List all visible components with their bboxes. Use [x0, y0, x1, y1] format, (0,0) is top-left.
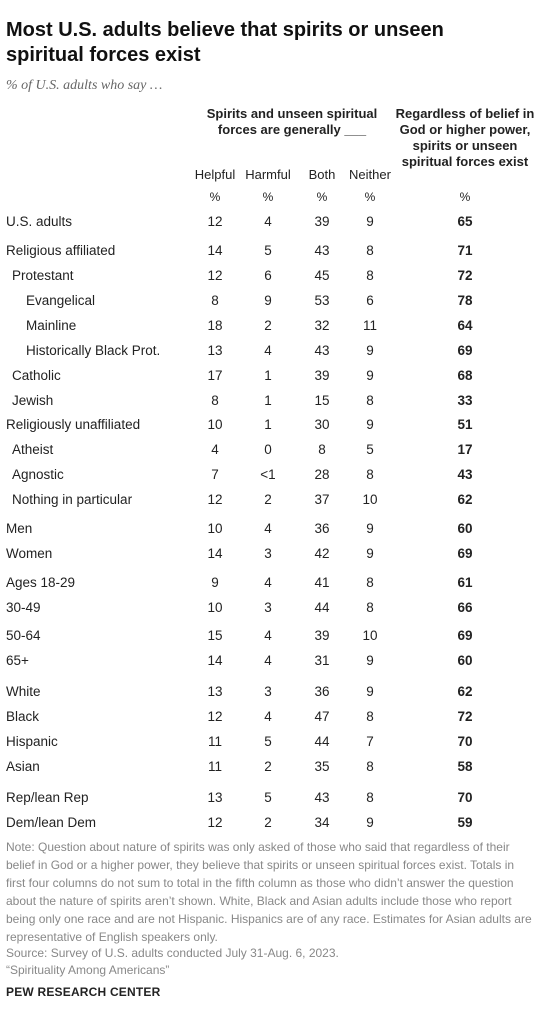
- cell-both: 39: [314, 368, 330, 383]
- percent-label: %: [364, 190, 376, 204]
- cell-harmful: 4: [264, 709, 272, 724]
- cell-both: 39: [314, 628, 330, 643]
- cell-neither: 9: [366, 343, 374, 358]
- cell-both: 53: [314, 293, 330, 308]
- cell-neither: 8: [366, 575, 374, 590]
- cell-both: 28: [314, 467, 330, 482]
- cell-harmful: 1: [264, 368, 272, 383]
- cell-both: 15: [314, 393, 330, 408]
- cell-harmful: 9: [264, 293, 272, 308]
- row-label: 50-64: [6, 628, 41, 643]
- percent-label: %: [262, 190, 274, 204]
- cell-neither: 9: [366, 368, 374, 383]
- cell-both: 37: [314, 492, 330, 507]
- cell-helpful: 13: [207, 790, 223, 805]
- cell-neither: 8: [366, 790, 374, 805]
- group-header: Spirits and unseen spiritual forces are generally ___: [206, 106, 378, 137]
- report-title: “Spirituality Among Americans”: [6, 963, 170, 977]
- cell-helpful: 9: [211, 575, 219, 590]
- cell-neither: 8: [366, 600, 374, 615]
- cell-both: 43: [314, 343, 330, 358]
- cell-harmful: <1: [260, 467, 276, 482]
- cell-exist: 58: [457, 759, 473, 774]
- cell-neither: 10: [362, 628, 378, 643]
- cell-helpful: 18: [207, 318, 223, 333]
- cell-exist: 69: [457, 546, 473, 561]
- cell-neither: 10: [362, 492, 378, 507]
- cell-exist: 60: [457, 653, 473, 668]
- chart-subtitle: % of U.S. adults who say …: [6, 78, 163, 93]
- cell-exist: 71: [457, 243, 473, 258]
- percent-label: %: [209, 190, 221, 204]
- row-label: Women: [6, 546, 53, 561]
- cell-helpful: 10: [207, 417, 223, 432]
- cell-harmful: 5: [264, 734, 272, 749]
- cell-both: 30: [314, 417, 330, 432]
- cell-both: 43: [314, 243, 330, 258]
- cell-neither: 7: [366, 734, 374, 749]
- cell-neither: 8: [366, 759, 374, 774]
- row-label: Atheist: [12, 442, 54, 457]
- cell-both: 32: [314, 318, 330, 333]
- row-label: Nothing in particular: [12, 492, 133, 507]
- cell-harmful: 1: [264, 417, 272, 432]
- row-label: White: [6, 684, 41, 699]
- row-label: Religious affiliated: [6, 243, 116, 258]
- percent-label: %: [316, 190, 328, 204]
- cell-harmful: 4: [264, 628, 272, 643]
- cell-helpful: 11: [207, 759, 222, 774]
- cell-helpful: 8: [211, 293, 219, 308]
- cell-exist: 78: [457, 293, 473, 308]
- source-text: Source: Survey of U.S. adults conducted July 31-Aug. 6, 2023.: [6, 946, 339, 960]
- cell-helpful: 11: [207, 734, 222, 749]
- cell-harmful: 4: [264, 521, 272, 536]
- cell-harmful: 1: [264, 393, 272, 408]
- cell-neither: 9: [366, 521, 374, 536]
- row-label: Hispanic: [6, 734, 58, 749]
- cell-both: 47: [314, 709, 330, 724]
- cell-harmful: 4: [264, 575, 272, 590]
- row-label: 65+: [6, 653, 29, 668]
- cell-neither: 5: [366, 442, 374, 457]
- cell-exist: 17: [457, 442, 473, 457]
- row-label: Jewish: [12, 393, 54, 408]
- cell-harmful: 5: [264, 243, 272, 258]
- cell-helpful: 13: [207, 343, 223, 358]
- cell-both: 43: [314, 790, 330, 805]
- cell-harmful: 4: [264, 343, 272, 358]
- cell-neither: 8: [366, 709, 374, 724]
- cell-both: 36: [314, 521, 330, 536]
- cell-neither: 8: [366, 243, 374, 258]
- cell-both: 44: [314, 600, 330, 615]
- cell-neither: 9: [366, 684, 374, 699]
- cell-neither: 8: [366, 393, 374, 408]
- cell-neither: 9: [366, 214, 374, 229]
- cell-exist: 59: [457, 815, 473, 830]
- cell-exist: 72: [457, 268, 473, 283]
- cell-helpful: 12: [207, 268, 223, 283]
- cell-helpful: 8: [211, 393, 219, 408]
- row-label: Ages 18-29: [6, 575, 76, 590]
- cell-both: 8: [318, 442, 326, 457]
- row-label: Black: [6, 709, 40, 724]
- source-block: [6, 945, 536, 979]
- cell-helpful: 10: [207, 600, 223, 615]
- cell-harmful: 2: [264, 815, 272, 830]
- cell-both: 34: [314, 815, 330, 830]
- cell-neither: 6: [366, 293, 374, 308]
- row-label: 30-49: [6, 600, 41, 615]
- cell-harmful: 0: [264, 442, 272, 457]
- cell-neither: 9: [366, 417, 374, 432]
- cell-exist: 43: [457, 467, 473, 482]
- percent-label: %: [459, 190, 471, 204]
- cell-neither: 9: [366, 653, 374, 668]
- cell-exist: 62: [457, 684, 473, 699]
- column-header-both: Both: [308, 167, 336, 182]
- row-label: Religiously unaffiliated: [6, 417, 141, 432]
- cell-both: 45: [314, 268, 330, 283]
- cell-both: 31: [314, 653, 330, 668]
- chart-title: Most U.S. adults believe that spirits or unseen spiritual forces exist: [6, 19, 444, 66]
- column-header-helpful: Helpful: [194, 167, 236, 182]
- row-label: Asian: [6, 759, 40, 774]
- row-label: Rep/lean Rep: [6, 790, 89, 805]
- cell-neither: 11: [362, 318, 377, 333]
- column-header-harmful: Harmful: [245, 167, 291, 182]
- cell-harmful: 3: [264, 600, 272, 615]
- cell-exist: 60: [457, 521, 473, 536]
- cell-exist: 33: [457, 393, 473, 408]
- row-label: U.S. adults: [6, 214, 73, 229]
- cell-exist: 65: [457, 214, 473, 229]
- cell-harmful: 2: [264, 318, 272, 333]
- cell-both: 39: [314, 214, 330, 229]
- cell-neither: 8: [366, 467, 374, 482]
- cell-exist: 51: [457, 417, 473, 432]
- row-label: Men: [6, 521, 33, 536]
- cell-both: 41: [314, 575, 330, 590]
- cell-helpful: 12: [207, 492, 223, 507]
- cell-helpful: 13: [207, 684, 223, 699]
- row-label: Historically Black Prot.: [26, 343, 161, 358]
- row-label: Evangelical: [26, 293, 96, 308]
- cell-harmful: 2: [264, 492, 272, 507]
- note-text: Note: Question about nature of spirits was only asked of those who said that regardless of their belief in God or a higher power, they believe that spirits or unseen spiritual forces exist. Totals in first four columns do not sum to total in the fifth column as those who didn’t answer the question about the nature of spirits aren’t shown. White, Black and Asian adults include those who report being only one race and are not Hispanic. Hispanics are of any race. Estimates for Asian adults are representative of English speakers only.: [6, 840, 532, 944]
- cell-helpful: 14: [207, 243, 223, 258]
- cell-exist: 72: [457, 709, 473, 724]
- cell-neither: 9: [366, 546, 374, 561]
- cell-harmful: 3: [264, 546, 272, 561]
- cell-exist: 69: [457, 628, 473, 643]
- org-footer: PEW RESEARCH CENTER: [6, 985, 161, 999]
- cell-helpful: 14: [207, 653, 223, 668]
- cell-helpful: 10: [207, 521, 223, 536]
- cell-exist: 70: [457, 734, 473, 749]
- cell-helpful: 12: [207, 214, 223, 229]
- cell-helpful: 14: [207, 546, 223, 561]
- cell-harmful: 6: [264, 268, 272, 283]
- cell-exist: 62: [457, 492, 473, 507]
- row-label: Protestant: [12, 268, 74, 283]
- exist-column-header: Regardless of belief in God or higher power, spirits or unseen spiritual forces exist: [395, 106, 535, 169]
- cell-helpful: 7: [211, 467, 219, 482]
- cell-helpful: 12: [207, 709, 223, 724]
- cell-helpful: 17: [207, 368, 223, 383]
- cell-helpful: 4: [211, 442, 219, 457]
- cell-harmful: 5: [264, 790, 272, 805]
- cell-both: 42: [314, 546, 330, 561]
- cell-neither: 8: [366, 268, 374, 283]
- row-label: Mainline: [26, 318, 77, 333]
- cell-helpful: 12: [207, 815, 223, 830]
- cell-neither: 9: [366, 815, 374, 830]
- cell-exist: 64: [457, 318, 473, 333]
- row-label: Dem/lean Dem: [6, 815, 97, 830]
- cell-exist: 68: [457, 368, 473, 383]
- cell-exist: 61: [457, 575, 473, 590]
- cell-both: 44: [314, 734, 330, 749]
- column-header-neither: Neither: [349, 167, 391, 182]
- cell-both: 35: [314, 759, 330, 774]
- cell-both: 36: [314, 684, 330, 699]
- cell-exist: 69: [457, 343, 473, 358]
- cell-harmful: 2: [264, 759, 272, 774]
- cell-harmful: 3: [264, 684, 272, 699]
- cell-exist: 70: [457, 790, 473, 805]
- cell-harmful: 4: [264, 214, 272, 229]
- row-label: Agnostic: [12, 467, 64, 482]
- cell-harmful: 4: [264, 653, 272, 668]
- cell-helpful: 15: [207, 628, 223, 643]
- cell-exist: 66: [457, 600, 473, 615]
- row-label: Catholic: [12, 368, 61, 383]
